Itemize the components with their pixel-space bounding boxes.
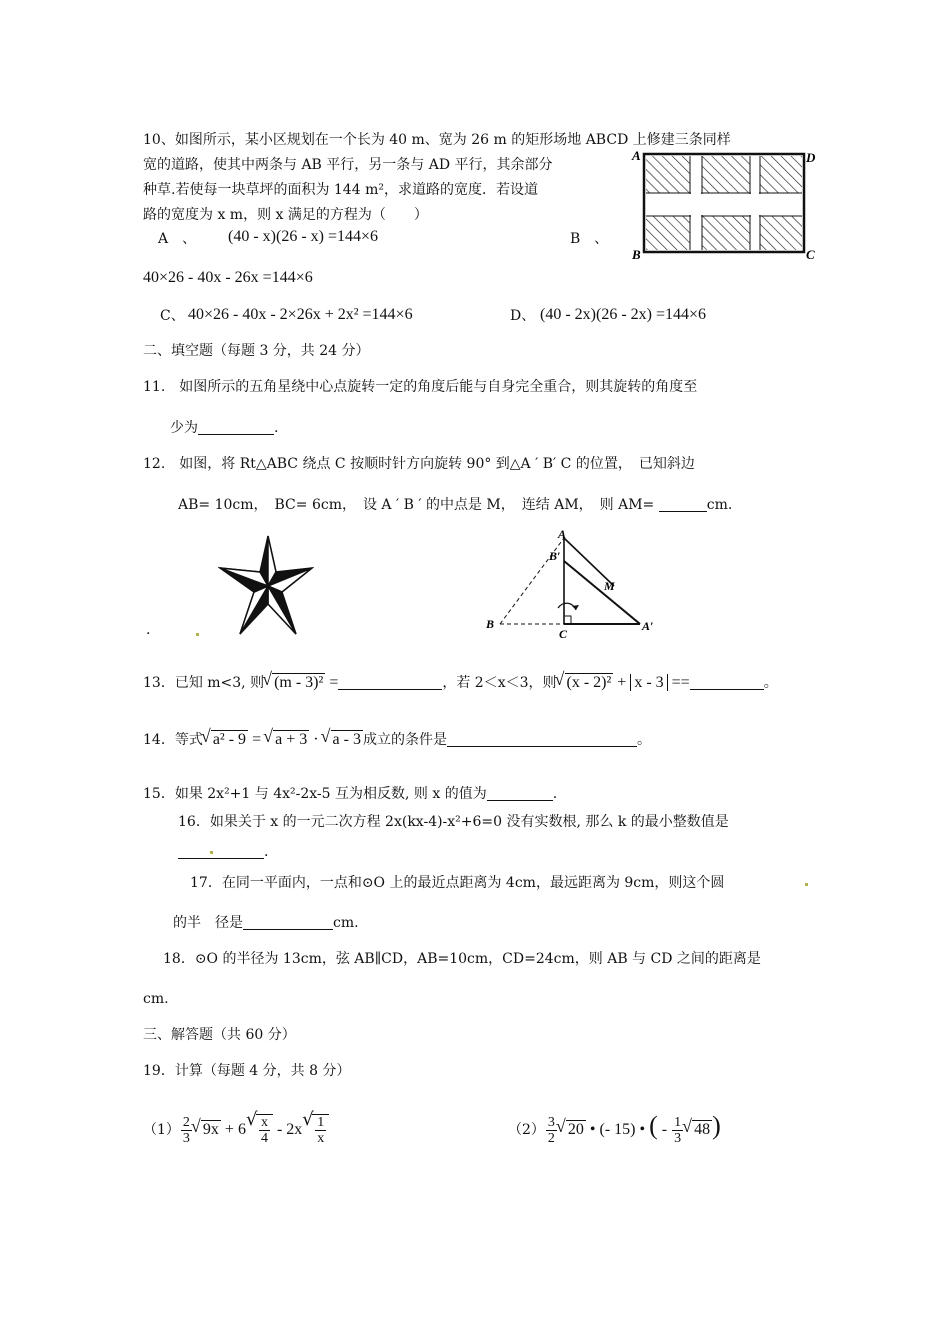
lawn-1 [646,156,690,193]
lawn-5 [702,216,750,250]
q16-answer-blank[interactable] [178,843,264,859]
q14-answer-blank[interactable] [447,731,637,747]
q13-radical-1: √ (m - 3)² [272,673,325,692]
q19-p1-radical-2: √ $\frac{x}{4}$ [256,1114,273,1146]
q13-abs: x - 3 [630,674,667,691]
lawn-3 [760,156,802,193]
fig12-label-A: A [558,527,567,541]
q17-line1: 17．在同一平面内，一点和⊙O 上的最近点距离为 4cm，最远距离为 9cm，则这个圆 [190,875,725,891]
speck [210,851,213,854]
q10-optC: 40×26 - 40x - 2×26x + 2x² =144×6 [188,306,413,323]
lawn-6 [760,216,802,250]
lawn-2 [702,156,750,193]
q10-optD-label: D、 [510,308,536,324]
q19-title: 19．计算（每题 4 分，共 8 分） [143,1063,351,1079]
q13-radical-2: √ (x - 2)² [565,673,614,692]
q10-line2: 宽的道路，使其中两条与 AB 平行，另一条与 AD 平行，其余部分 [143,157,553,173]
q10-optB: 40×26 - 40x - 26x =144×6 [143,269,313,286]
speck [196,633,199,636]
q10-figure [628,142,824,264]
q14-line: 14．等式√ a² - 9 = √ a + 3 · √ a - 3 成立的条件是 。 [143,730,651,750]
q19-p1-radical-3: √ $\frac{1}{x}$ [312,1114,329,1146]
lawn-4 [646,216,690,250]
q18-line2: cm. [143,991,169,1007]
q10-optA-label: A 、 [158,231,197,247]
q19-part2: （2） $\frac{3}{2}$ √ 20 • (- 15) • ( - $\frac{1}{3}$ √ 48) [508,1106,721,1150]
fig12-label-B: B [486,617,495,631]
speck [805,883,808,886]
q19-part1: （1） $\frac{2}{3}$ √ 9x + 6 √ $\frac{x}{4}$ - 2x √ $\frac{1}{x}$ [143,1110,329,1150]
q17-line2: 的半 径是 cm. [173,915,359,931]
q13-answer-blank-1[interactable] [338,674,442,690]
q10-line4: 路的宽度为 x m，则 x 满足的方程为（ ） [143,207,428,223]
q10-optC-label: C、 [160,308,185,324]
q19-p2-radical-1: √ 20 [566,1120,586,1139]
q12-line2: AB= 10cm， BC= 6cm， 设 A ′ B ′ 的中点是 M， 连结 AM， 则 AM= cm. [178,497,733,513]
star-figure [218,534,314,638]
fig12-label-Bprime: B′ [549,549,561,563]
q12-answer-blank[interactable] [659,496,707,512]
stray-dot: . [146,622,151,638]
triangle-figure [482,526,662,644]
fig12-label-C: C [559,627,568,641]
q16-line2: . [178,842,268,862]
q15-answer-blank[interactable] [487,785,553,801]
q11-line1: 11. 如图所示的五角星绕中心点旋转一定的角度后能与自身完全重合，则其旋转的角度至 [143,379,698,395]
q11-answer-blank[interactable] [198,419,274,435]
q10-line1: 10、如图所示，某小区规划在一个长为 40 m、宽为 26 m 的矩形场地 ABCD 上修建三条同样 [143,132,731,148]
q17-answer-blank[interactable] [243,914,333,930]
q11-line2: 少为 . [170,420,279,436]
q19-p1-radical-1: √ 9x [201,1120,221,1139]
q14-radical-2: √ a + 3 [273,730,309,749]
section3-title: 三、解答题（共 60 分） [143,1027,296,1043]
section2-title: 二、填空题（每题 3 分，共 24 分） [143,343,370,359]
q13-line: 13．已知 m<3, 则√ (m - 3)² = ，若 2＜x＜3，则√ (x - 2)² + x - 3 == 。 [143,673,778,693]
fig12-label-M: M [604,579,615,593]
fig10-label-B: B [632,247,641,262]
fig10-label-D: D [806,150,816,165]
q16-line1: 16．如果关于 x 的一元二次方程 2x(kx-4)-x²+6=0 没有实数根, 那么 k 的最小整数值是 [178,814,729,830]
q10-optB-label: B 、 [570,231,609,247]
q10-line3: 种草.若使每一块草坪的面积为 144 m²，求道路的宽度．若设道 [143,182,538,198]
fig10-label-A: A [632,148,641,163]
fig12-label-Aprime: A′ [642,619,654,633]
q10-optD: (40 - 2x)(26 - 2x) =144×6 [540,306,707,323]
q19-p2-radical-2: √ 48 [692,1120,712,1139]
fig10-label-C: C [806,247,815,262]
q13-answer-blank-2[interactable] [690,674,764,690]
q14-radical-3: √ a - 3 [331,730,363,749]
q15-line: 15．如果 2x²+1 与 4x²-2x-5 互为相反数, 则 x 的值为 . [143,786,558,802]
q14-radical-1: √ a² - 9 [211,730,248,749]
q12-line1: 12. 如图，将 Rt△ABC 绕点 C 按顺时针方向旋转 90° 到△A ′ B′ C 的位置， 已知斜边 [143,456,695,472]
q10-optA: (40 - x)(26 - x) =144×6 [228,228,379,245]
q18-line1: 18．⊙O 的半径为 13cm，弦 AB∥CD，AB=10cm，CD=24cm，则 AB 与 CD 之间的距离是 [163,951,761,967]
